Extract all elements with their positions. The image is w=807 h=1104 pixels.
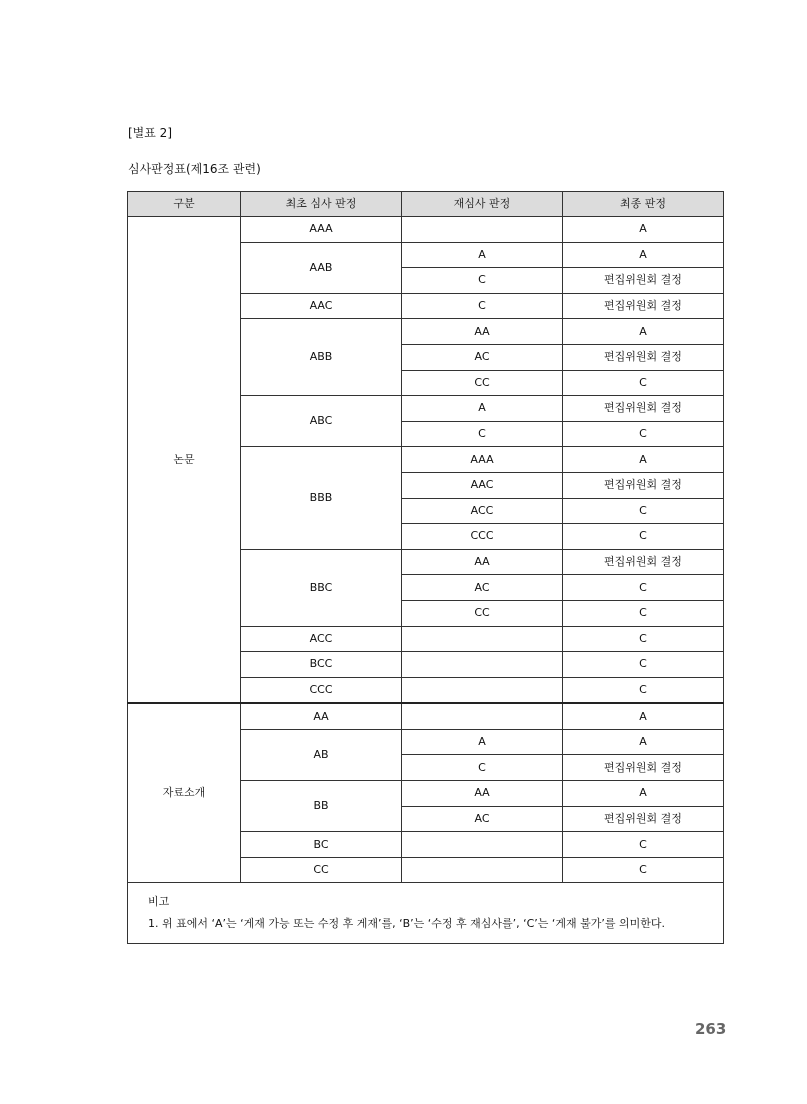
final-decision-cell: A [563, 729, 724, 755]
final-decision-cell: C [563, 652, 724, 678]
final-decision-cell: C [563, 832, 724, 858]
final-decision-cell: 편집위원회 결정 [563, 549, 724, 575]
final-decision-cell: 편집위원회 결정 [563, 293, 724, 319]
table-row [128, 217, 724, 243]
initial-review-cell: AAA [241, 217, 402, 243]
initial-review-cell: AAB [241, 242, 402, 293]
judgment-table [127, 191, 724, 944]
re-review-cell: AAC [402, 472, 563, 498]
re-review-cell: CC [402, 370, 563, 396]
final-decision-cell: C [563, 524, 724, 550]
initial-review-cell: BB [241, 781, 402, 832]
re-review-cell: AA [402, 781, 563, 807]
final-decision-cell: 편집위원회 결정 [563, 806, 724, 832]
re-review-cell: A [402, 242, 563, 268]
re-review-cell: AA [402, 549, 563, 575]
initial-review-cell: ABB [241, 319, 402, 396]
page-number: 263 [695, 1020, 727, 1038]
final-decision-cell: 편집위원회 결정 [563, 344, 724, 370]
initial-review-cell: CCC [241, 677, 402, 703]
re-review-cell: C [402, 293, 563, 319]
initial-review-cell: AA [241, 703, 402, 729]
re-review-cell: CCC [402, 524, 563, 550]
final-decision-cell: C [563, 677, 724, 703]
re-review-cell [402, 857, 563, 883]
table-header-row [128, 192, 724, 217]
initial-review-cell: BBC [241, 549, 402, 626]
re-review-cell: AC [402, 806, 563, 832]
initial-review-cell: BC [241, 832, 402, 858]
final-decision-cell: C [563, 575, 724, 601]
re-review-cell [402, 652, 563, 678]
re-review-cell: AAA [402, 447, 563, 473]
final-decision-cell: A [563, 703, 724, 729]
re-review-cell: C [402, 268, 563, 294]
final-decision-cell: A [563, 781, 724, 807]
re-review-cell [402, 626, 563, 652]
final-decision-cell: C [563, 421, 724, 447]
re-review-cell: C [402, 755, 563, 781]
final-decision-cell: C [563, 370, 724, 396]
header-final-decision: 최종 판정 [563, 192, 724, 217]
final-decision-cell: 편집위원회 결정 [563, 755, 724, 781]
final-decision-cell: 편집위원회 결정 [563, 396, 724, 422]
initial-review-cell: CC [241, 857, 402, 883]
initial-review-cell: ABC [241, 396, 402, 447]
final-decision-cell: A [563, 447, 724, 473]
final-decision-cell: 편집위원회 결정 [563, 472, 724, 498]
re-review-cell [402, 217, 563, 243]
re-review-cell: A [402, 396, 563, 422]
note-text: 1. 위 표에서 ‘A’는 ‘게재 가능 또는 수정 후 게재’를, ‘B’는 ‘수정 후 재심사를’, ‘C’는 ‘게재 불가’를 의미한다. [148, 917, 666, 931]
re-review-cell: ACC [402, 498, 563, 524]
re-review-cell: A [402, 729, 563, 755]
final-decision-cell: C [563, 857, 724, 883]
re-review-cell [402, 677, 563, 703]
initial-review-cell: BCC [241, 652, 402, 678]
note-title: 비고 [148, 895, 170, 909]
category-cell: 자료소개 [128, 703, 241, 883]
initial-review-cell: ACC [241, 626, 402, 652]
final-decision-cell: A [563, 319, 724, 345]
initial-review-cell: BBB [241, 447, 402, 549]
final-decision-cell: A [563, 242, 724, 268]
category-cell: 논문 [128, 217, 241, 704]
re-review-cell: AC [402, 575, 563, 601]
final-decision-cell: A [563, 217, 724, 243]
initial-review-cell: AAC [241, 293, 402, 319]
final-decision-cell: C [563, 498, 724, 524]
re-review-cell [402, 832, 563, 858]
initial-review-cell: AB [241, 729, 402, 780]
re-review-cell: CC [402, 600, 563, 626]
header-re-review: 재심사 판정 [402, 192, 563, 217]
re-review-cell: AA [402, 319, 563, 345]
final-decision-cell: C [563, 600, 724, 626]
note-cell [128, 883, 724, 944]
note-row [128, 883, 724, 944]
header-category: 구분 [128, 192, 241, 217]
table-caption: 심사판정표(제16조 관련) [128, 162, 261, 176]
header-initial-review: 최초 심사 판정 [241, 192, 402, 217]
re-review-cell [402, 703, 563, 729]
re-review-cell: C [402, 421, 563, 447]
final-decision-cell: 편집위원회 결정 [563, 268, 724, 294]
re-review-cell: AC [402, 344, 563, 370]
appendix-label: [별표 2] [128, 126, 172, 140]
final-decision-cell: C [563, 626, 724, 652]
table-row [128, 703, 724, 729]
table-body [128, 217, 724, 883]
